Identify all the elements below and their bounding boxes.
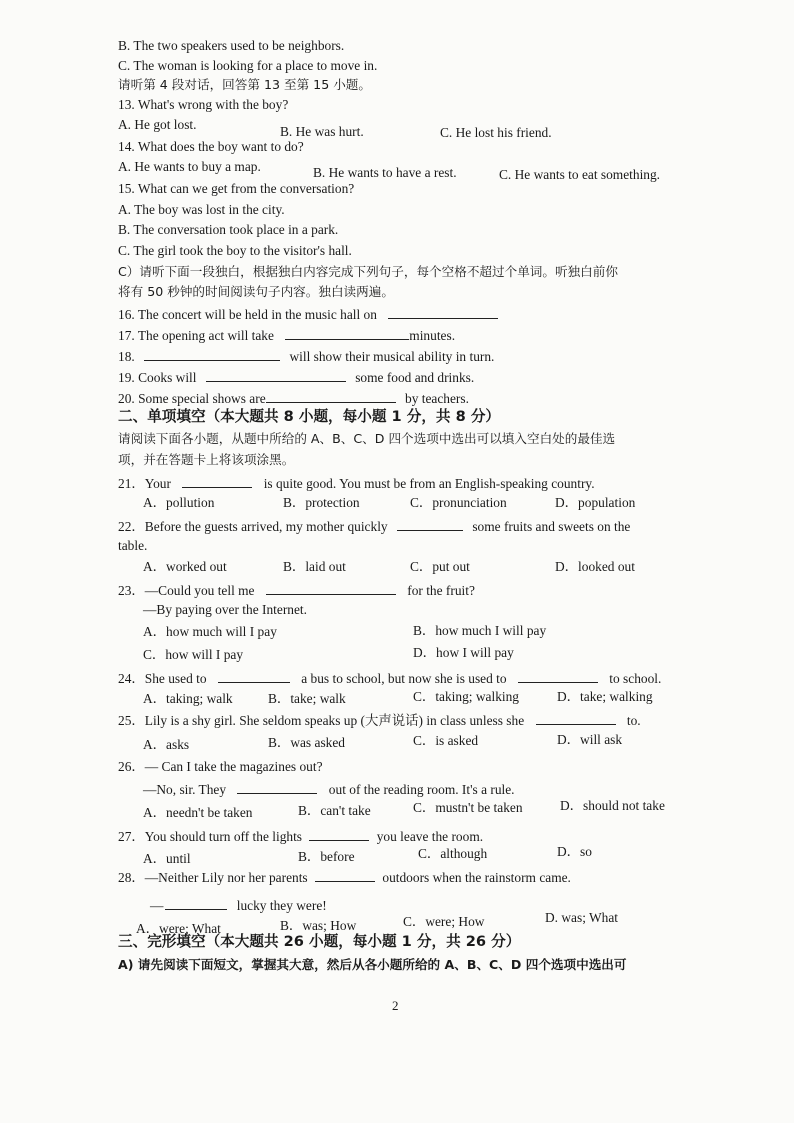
q13-option-c: C. He lost his friend. xyxy=(440,125,552,140)
q14-option-a: A. He wants to buy a map. xyxy=(118,159,261,174)
q22-option-c[interactable]: C．put out xyxy=(410,559,470,574)
q28-option-b[interactable]: B．was; How xyxy=(280,918,357,933)
q20-text-after: by teachers. xyxy=(405,391,469,406)
q22-option-d[interactable]: D．looked out xyxy=(555,559,635,574)
q15-option-a: A. The boy was lost in the city. xyxy=(118,202,285,217)
q18-text-after: will show their musical ability in turn. xyxy=(289,349,495,364)
q24-stem xyxy=(118,668,661,688)
q14-option-b: B. He wants to have a rest. xyxy=(313,165,457,180)
q14-stem: 14. What does the boy want to do? xyxy=(118,139,304,154)
monologue-instruction-1: C）请听下面一段独白，根据独白内容完成下列句子，每个空格不超过个单词。听独白前你 xyxy=(118,264,618,279)
section2-instruction-1: 请阅读下面各小题，从题中所给的 A、B、C、D 四个选项中选出可以填入空白处的最佳选 xyxy=(118,431,616,446)
q22-stem-continued: table. xyxy=(118,538,148,553)
q25-text-after: to. xyxy=(626,713,641,728)
q24-blank-1[interactable] xyxy=(218,668,290,683)
q26-option-a[interactable]: A．needn't be taken xyxy=(143,805,253,820)
q28-text: 28．—Neither Lily nor her parents xyxy=(118,870,308,885)
q25-option-b[interactable]: B．was asked xyxy=(268,735,345,750)
q15-stem: 15. What can we get from the conversation? xyxy=(118,181,355,196)
section3-heading: 三、完形填空（本大题共 26 小题，每小题 1 分，共 26 分） xyxy=(118,933,521,950)
q24-text-after: to school. xyxy=(609,671,662,686)
q23-text: 23．—Could you tell me xyxy=(118,583,255,598)
q28-dash: — xyxy=(150,898,164,913)
q28-option-a[interactable]: A．were; What xyxy=(136,921,221,936)
q12-option-b: B. The two speakers used to be neighbors. xyxy=(118,38,345,53)
q27-option-a[interactable]: A．until xyxy=(143,851,191,866)
q23-option-c[interactable]: C．how will I pay xyxy=(143,647,244,662)
q17-text: 17. The opening act will take xyxy=(118,328,274,343)
q14-option-c: C. He wants to eat something. xyxy=(499,167,661,182)
q26-option-b[interactable]: B．can't take xyxy=(298,803,371,818)
q20-blank[interactable] xyxy=(266,388,396,403)
q23-blank[interactable] xyxy=(266,580,396,595)
q26-reply xyxy=(143,779,515,799)
q21-option-a[interactable]: A．pollution xyxy=(143,495,215,510)
q21-option-b[interactable]: B．protection xyxy=(283,495,360,510)
q24-blank-2[interactable] xyxy=(518,668,598,683)
q12-option-c: C. The woman is looking for a place to move in. xyxy=(118,58,378,73)
q15-option-c: C. The girl took the boy to the visitor's hall. xyxy=(118,243,352,258)
q19-text-after: some food and drinks. xyxy=(355,370,475,385)
q17-blank[interactable] xyxy=(285,325,409,340)
q21-text: 21．Your xyxy=(118,476,171,491)
q21-text-after: is quite good. You must be from an English-speaking country. xyxy=(263,476,595,491)
q18-number: 18. xyxy=(118,349,135,364)
q28-reply xyxy=(150,895,327,915)
q18 xyxy=(118,346,494,366)
q23-reply: —By paying over the Internet. xyxy=(143,602,307,617)
q27-blank[interactable] xyxy=(309,826,369,841)
q23-stem xyxy=(118,580,475,600)
q28-blank-1[interactable] xyxy=(315,867,375,882)
q19-text: 19. Cooks will xyxy=(118,370,197,385)
q22-text: 22．Before the guests arrived, my mother quickly xyxy=(118,519,388,534)
q25-option-c[interactable]: C．is asked xyxy=(413,733,479,748)
section2-instruction-2: 项，并在答题卡上将该项涂黑。 xyxy=(118,452,295,467)
q27-text: 27．You should turn off the lights xyxy=(118,829,303,844)
q22-option-a[interactable]: A．worked out xyxy=(143,559,227,574)
q22-option-b[interactable]: B．laid out xyxy=(283,559,346,574)
section3-instruction-1: A) 请先阅读下面短文，掌握其大意，然后从各小题所给的 A、B、C、D 四个选项中选出可 xyxy=(118,957,627,972)
q24-option-b[interactable]: B．take; walk xyxy=(268,691,346,706)
q20 xyxy=(118,388,469,408)
q15-option-b: B. The conversation took place in a park. xyxy=(118,222,339,237)
q19-blank[interactable] xyxy=(206,367,346,382)
q28-blank-2[interactable] xyxy=(165,895,227,910)
q18-blank[interactable] xyxy=(144,346,280,361)
q28-stem xyxy=(118,867,571,887)
q13-stem: 13. What's wrong with the boy? xyxy=(118,97,289,112)
q22-text-after: some fruits and sweets on the xyxy=(472,519,631,534)
q25-text: 25．Lily is a shy girl. She seldom speaks up (大声说话) in class unless she xyxy=(118,713,525,728)
q28-option-c[interactable]: C．were; How xyxy=(403,914,485,929)
q24-text-mid: a bus to school, but now she is used to xyxy=(301,671,507,686)
section2-heading: 二、单项填空（本大题共 8 小题，每小题 1 分，共 8 分） xyxy=(118,408,501,425)
q26-stem: 26．— Can I take the magazines out? xyxy=(118,759,323,774)
q27-option-d[interactable]: D．so xyxy=(557,844,592,859)
q17 xyxy=(118,325,455,345)
q20-text: 20. Some special shows are xyxy=(118,391,266,406)
q23-option-d[interactable]: D．how I will pay xyxy=(413,645,514,660)
q22-blank[interactable] xyxy=(397,516,463,531)
q26-text-after: out of the reading room. It's a rule. xyxy=(328,782,515,797)
q16-text: 16. The concert will be held in the music hall on xyxy=(118,307,377,322)
q23-option-b[interactable]: B．how much I will pay xyxy=(413,623,547,638)
q16-blank[interactable] xyxy=(388,304,498,319)
monologue-instruction-2: 将有 50 秒钟的时间阅读句子内容。独白读两遍。 xyxy=(118,284,394,299)
q25-stem xyxy=(118,710,641,730)
q23-option-a[interactable]: A．how much will I pay xyxy=(143,624,277,639)
q24-option-a[interactable]: A．taking; walk xyxy=(143,691,233,706)
q21-stem xyxy=(118,473,595,493)
q27-option-b[interactable]: B．before xyxy=(298,849,355,864)
q16 xyxy=(118,304,498,324)
q13-option-a: A. He got lost. xyxy=(118,117,197,132)
q28-option-d[interactable]: D. was; What xyxy=(545,910,619,925)
q26-option-c[interactable]: C．mustn't be taken xyxy=(413,800,523,815)
q22-stem xyxy=(118,516,630,536)
q17-text-after: minutes. xyxy=(409,328,456,343)
q26-text: —No, sir. They xyxy=(143,782,227,797)
q13-option-b: B. He was hurt. xyxy=(280,124,364,139)
q27-stem xyxy=(118,826,483,846)
q26-option-d[interactable]: D．should not take xyxy=(560,798,665,813)
q19 xyxy=(118,367,474,387)
q25-blank[interactable] xyxy=(536,710,616,725)
q21-option-d[interactable]: D．population xyxy=(555,495,636,510)
dialog4-instruction: 请听第 4 段对话，回答第 13 至第 15 小题。 xyxy=(118,77,371,92)
q23-text-after: for the fruit? xyxy=(407,583,475,598)
page-number: 2 xyxy=(392,998,399,1013)
q21-option-c[interactable]: C．pronunciation xyxy=(410,495,507,510)
q27-text-after: you leave the room. xyxy=(376,829,484,844)
q25-option-d[interactable]: D．will ask xyxy=(557,732,623,747)
q25-option-a[interactable]: A．asks xyxy=(143,737,190,752)
q24-option-c[interactable]: C．taking; walking xyxy=(413,689,520,704)
q28-text-after-2: lucky they were! xyxy=(236,898,327,913)
q21-blank[interactable] xyxy=(182,473,252,488)
q27-option-c[interactable]: C．although xyxy=(418,846,488,861)
q24-text: 24．She used to xyxy=(118,671,207,686)
q24-option-d[interactable]: D．take; walking xyxy=(557,689,653,704)
q28-text-after: outdoors when the rainstorm came. xyxy=(382,870,571,885)
q26-blank[interactable] xyxy=(237,779,317,794)
